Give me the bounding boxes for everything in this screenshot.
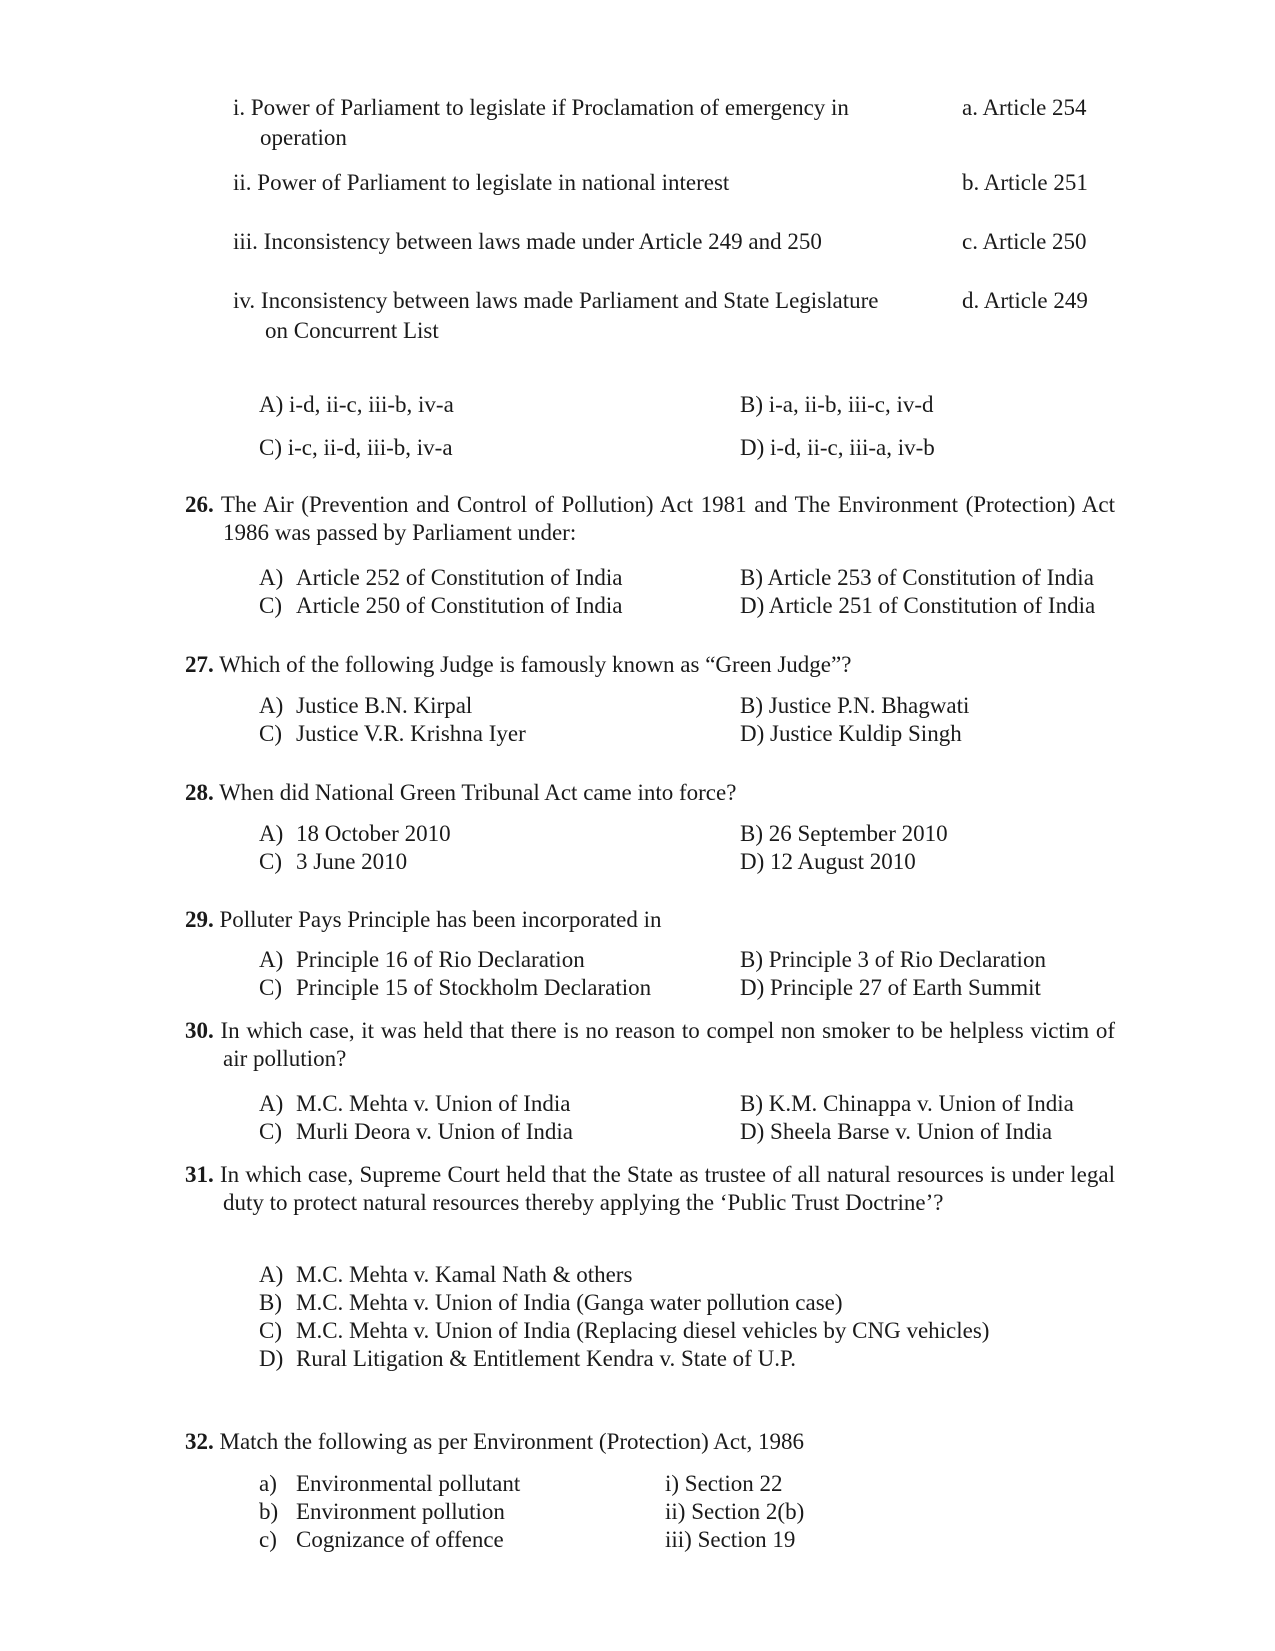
question-number: 26.	[185, 492, 214, 517]
option-c[interactable]: C) Justice V.R. Krishna Iyer	[259, 721, 526, 746]
option-b[interactable]: B) Justice P.N. Bhagwati	[740, 693, 970, 718]
question-27	[185, 651, 1115, 679]
match-item: iii. Inconsistency between laws made under Article 249 and 250	[233, 229, 822, 254]
match-item: a) Environmental pollutant	[259, 1471, 521, 1496]
question-number: 29.	[185, 907, 214, 932]
option-a[interactable]: A) i-d, ii-c, iii-b, iv-a	[259, 392, 454, 417]
option-c[interactable]: C) Principle 15 of Stockholm Declaration	[259, 975, 652, 1000]
option-b[interactable]: B) Principle 3 of Rio Declaration	[740, 947, 1046, 972]
option-a[interactable]: A) 18 October 2010	[259, 821, 451, 846]
option-d[interactable]: D) 12 August 2010	[740, 849, 916, 874]
question-30	[185, 1017, 1115, 1073]
option-c[interactable]: C) i-c, ii-d, iii-b, iv-a	[259, 435, 453, 460]
match-answer: iii) Section 19	[665, 1527, 796, 1552]
option-d[interactable]: D) Justice Kuldip Singh	[740, 721, 962, 746]
question-number: 31.	[185, 1162, 214, 1187]
option-c[interactable]: C) 3 June 2010	[259, 849, 408, 874]
question-text: In which case, it was held that there is no reason to compel non smoker to be helpless victim of air pollution?	[220, 1018, 1116, 1071]
match-answer: ii) Section 2(b)	[665, 1499, 805, 1524]
match-item: iv. Inconsistency between laws made Parliament and State Legislature on Concurrent List	[233, 288, 879, 343]
match-answer: a. Article 254	[962, 95, 1087, 120]
match-answer: d. Article 249	[962, 288, 1088, 313]
question-text: Which of the following Judge is famously known as “Green Judge”?	[219, 652, 852, 677]
option-b[interactable]: B) 26 September 2010	[740, 821, 948, 846]
question-number: 32.	[185, 1429, 214, 1454]
match-item: ii. Power of Parliament to legislate in national interest	[233, 170, 730, 195]
option-b[interactable]: B) i-a, ii-b, iii-c, iv-d	[740, 392, 934, 417]
option-d[interactable]: D) Rural Litigation & Entitlement Kendra v. State of U.P.	[259, 1346, 796, 1371]
match-item: b) Environment pollution	[259, 1499, 505, 1524]
question-text: In which case, Supreme Court held that the State as trustee of all natural resources is under legal duty to protect natural resources thereby applying the ‘Public Trust Doctrine’?	[220, 1162, 1115, 1215]
option-d[interactable]: D) i-d, ii-c, iii-a, iv-b	[740, 435, 935, 460]
question-text: The Air (Prevention and Control of Pollution) Act 1981 and The Environment (Protection) Act 1986 was passed by Parliament under:	[220, 492, 1115, 545]
match-answer: i) Section 22	[665, 1471, 783, 1496]
question-32	[185, 1428, 1115, 1456]
match-item: i. Power of Parliament to legislate if Proclamation of emergency in operation	[233, 95, 849, 150]
question-number: 30.	[185, 1018, 214, 1043]
option-a[interactable]: A) M.C. Mehta v. Kamal Nath & others	[259, 1262, 633, 1287]
option-c[interactable]: C) Murli Deora v. Union of India	[259, 1119, 573, 1144]
match-answer: b. Article 251	[962, 170, 1088, 195]
question-text: Match the following as per Environment (Protection) Act, 1986	[219, 1429, 804, 1454]
question-26	[185, 491, 1115, 547]
question-29	[185, 906, 1115, 934]
question-31	[185, 1161, 1115, 1217]
match-answer: c. Article 250	[962, 229, 1087, 254]
option-a[interactable]: A) Principle 16 of Rio Declaration	[259, 947, 585, 972]
option-b[interactable]: B) K.M. Chinappa v. Union of India	[740, 1091, 1074, 1116]
question-text: Polluter Pays Principle has been incorporated in	[219, 907, 662, 932]
option-d[interactable]: D) Sheela Barse v. Union of India	[740, 1119, 1053, 1144]
option-b[interactable]: B) M.C. Mehta v. Union of India (Ganga water pollution case)	[259, 1290, 843, 1315]
question-number: 28.	[185, 780, 214, 805]
question-text: When did National Green Tribunal Act came into force?	[219, 780, 737, 805]
option-c[interactable]: C) M.C. Mehta v. Union of India (Replacing diesel vehicles by CNG vehicles)	[259, 1318, 990, 1343]
option-a[interactable]: A) Justice B.N. Kirpal	[259, 693, 473, 718]
option-b[interactable]: B) Article 253 of Constitution of India	[740, 565, 1094, 590]
option-a[interactable]: A) Article 252 of Constitution of India	[259, 565, 623, 590]
option-a[interactable]: A) M.C. Mehta v. Union of India	[259, 1091, 571, 1116]
question-number: 27.	[185, 652, 214, 677]
match-item: c) Cognizance of offence	[259, 1527, 504, 1552]
option-d[interactable]: D) Principle 27 of Earth Summit	[740, 975, 1041, 1000]
question-28	[185, 779, 1115, 807]
option-c[interactable]: C) Article 250 of Constitution of India	[259, 593, 623, 618]
option-d[interactable]: D) Article 251 of Constitution of India	[740, 593, 1096, 618]
